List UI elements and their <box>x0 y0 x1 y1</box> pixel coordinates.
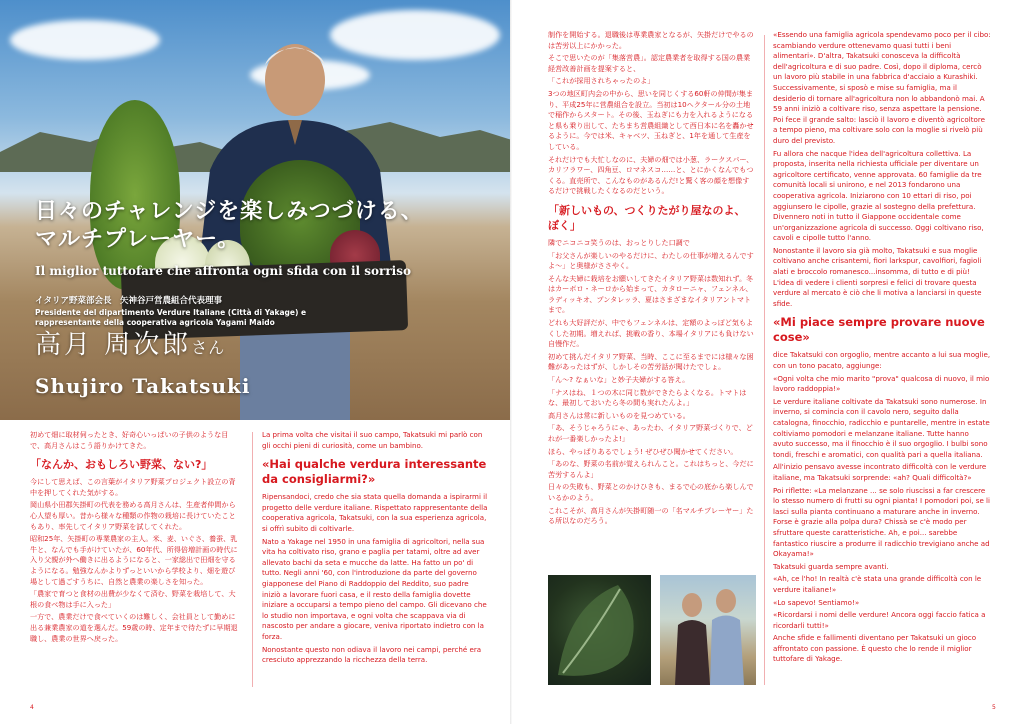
paragraph: これこそが、高月さんが矢掛町随一の「名マルチプレーヤー」たる所以なのだろう。 <box>548 505 754 526</box>
section-heading: «Hai qualche verdura interessante da consigliarmi?» <box>262 457 487 487</box>
paragraph: «Lo sapevo! Sentiamo!» <box>773 597 860 607</box>
paragraph: 「農家で育つと食材の出費が少なくて済む、野菜を栽培して、大根の食べ物は手に入った」 <box>30 589 236 609</box>
paragraph: Takatsuki guarda sempre avanti. <box>773 561 889 571</box>
paragraph: 高月さんは常に新しいものを見つめている。 <box>548 410 690 420</box>
paragraph: そんな夫婦に栽培をお願いしてきたイタリア野菜は数知れず。冬はカーボロ・ネーロから始まって、カタローニャ、フェンネル、ラディッキオ、プンタレッラ、夏はさまざまなイタリアントマトまで。 <box>548 273 754 315</box>
paragraph: Le verdure italiane coltivate da Takatsuki sono numerose. In inverno, si comincia con il cavolo nero, seguito dalla catalogna, finocchio, radicchio e puntarelle, mentre in estate coltiviamo pomodori e melanzane italiane. Tutte hanno avuto successo, ma il finocchio è il suo orgoglio. I bulbi sono tondi, freschi e aromatici, con qualità pari a quella italiana. <box>773 396 990 459</box>
paragraph: Nonostante questo non odiava il lavoro nei campi, perché era cresciuto apprezzando la ricchezza della terra. <box>262 644 482 665</box>
paragraph: Fu allora che nacque l'idea dell'agricoltura collettiva. La proposta, inserita nella richiesta ufficiale per diventare un agricoltore certificato, venne approvata. 60 famiglie da tre comunità locali si unirono, e nel 2013 fondarono una cooperativa agricola. Iniziarono con 10 ettari di riso, poi aggiunsero le cipolle, grazie al sostegno della prefettura. Divennero noti in tutto il Giappone occidentale come un'organizzazione agricola di successo. Oggi coltivano riso, cavoli e cipolle tutto l'anno. <box>773 148 984 243</box>
paragraph: 「お父さんが楽しいのやるだけに、わたしの仕事が増えるんですよ〜」と奥様がささやく。 <box>548 250 754 271</box>
paragraph: 制作を開始する。退職後は専業農家となるが、矢掛だけでやるのは苦労以上にかかった。 <box>548 30 754 50</box>
paragraph: 「ん〜? なぁいな」と妙子夫婦がする答え。 <box>548 375 690 385</box>
paragraph: «Essendo una famiglia agricola spendevamo poco per il cibo: scambiando verdure ottenevamo quasi tutti i beni alimentari». D'altra, Takatsuki conosceva la difficoltà dell'agricoltura e di suo padre. Così, dopo il diploma, cercò un lavoro più stabile in una fabbrica d'acciaio a Kurashiki. Successivamente, si sposò e mise su famiglia, ma il desiderio di tornare all'agricoltura non lo abbandonò mai. A 59 anni iniziò a coltivare riso, senza aspettare la pensione. Poi fece il grande salto: lasciò il lavoro e diventò agricoltore a tempo pieno, ma coltivare solo con la moglie si rivelò più duro del previsto. <box>773 30 991 145</box>
paragraph: dice Takatsuki con orgoglio, mentre accanto a lui sua moglie, con un tono pacato, aggiunge: <box>773 350 991 371</box>
paragraph: Poi riflette: «La melanzane ... se solo riuscissi a far crescere lo stesso numero di frutti su ogni pianta! I pomodori poi, se li lasci sulla pianta continuano a maturare anche in inverno. Forse è grazie alla polpa dura? Chissà se c'è modo per sfruttare queste caratteristiche. Ah, e poi... sarebbe fantastico riuscire a produrre il radicchio trevigiano anche ad Okayama!» <box>773 485 991 559</box>
paragraph: 「あ、そうじゃろうにゃ、あったわ、イタリア野菜づくりで、どれが一番楽しかったよ!」 <box>548 423 753 443</box>
paragraph: ほら、やっぱりあるでしょう! ぜひぜひ聞かせてください。 <box>548 446 738 456</box>
column-divider <box>764 35 765 685</box>
paragraph: 岡山県小田郡矢掛町の代表を務める高月さんは、生産者仲間から心人望も厚い。昔から様々な種類の作物の栽培に長けていたこともあり、率先してイタリア野菜を試してくれた。 <box>30 500 236 531</box>
name-jp: 高月 周次郎さん <box>35 330 226 360</box>
article-column-it-right <box>773 30 991 700</box>
paragraph: 「ナスはね、１つの木に同じ数ができたらよくなる。トマトはな、最初しておいたら冬の間も実れたんよ。」 <box>548 387 747 408</box>
article-column-jp-right <box>548 30 756 570</box>
paragraph: 「あのな、野菜の名前が覚えられんこと。これはちっと、今だに苦労するんよ」 <box>548 459 754 479</box>
paragraph: 一方で、農業だけで食べていくのは難しく、会社員として勤めに出る兼業農家の道を選んだ。59歳の時、定年まで待たずに早期退職し、農業の世界へ戻った。 <box>30 612 238 643</box>
paragraph: «Ogni volta che mio marito "prova" qualcosa di nuovo, il mio lavoro raddoppia!» <box>773 373 990 394</box>
paragraph: どれも大好評だが、中でもフェンネルは、定額のよっぽど気もよくした初期。増えれば、挑戦の香り、本場イタリアにも負けない自慢作だ。 <box>548 318 754 349</box>
paragraph: そこで思いたのが「集落営農」。認定農業者を取得する国の農業経営改善計画を提案すると、 <box>548 53 751 73</box>
paragraph: All'inizio pensavo avesse incontrato difficoltà con le verdure italiane, ma Takatsuki sorprende: «ah? Quali difficoltà?» <box>773 462 987 482</box>
photo-cavolo-nero <box>548 575 651 685</box>
column-divider <box>252 432 253 687</box>
article-column-it-left <box>262 430 488 668</box>
photo-couple <box>660 575 756 685</box>
page-number-left: 4 <box>30 704 34 711</box>
paragraph: Nato a Yakage nel 1950 in una famiglia di agricoltori, nella sua vita ha coltivato riso, grano e paglia per tatami, oltre ad aver allevato bachi da seta e mucche da latte. Ha fatto un po' di tutto. Negli anni '60, con l'introduzione da parte del governo giapponese del Piano di Raddoppio del Reddito, suo padre iniziò a lavorare fuori casa, e il resto della famiglia dovette iniziare a occuparsi a tempo pieno del campo. Gli dicevano che lo studio non importava, e ogni volta che scappava via di nascosto per andare a giocare, veniva riportato indietro con la forza. <box>262 536 487 641</box>
paragraph: Nonostante il lavoro sia già molto, Takatsuki e sua moglie coltivano anche crisantemi, fiori larkspur, cavolfiori, fagioli alati e broccolo romanesco...insomma, di tutto e di più! L'idea di vedere i clienti sorpresi e felici di trovare questa verdure al mercato è ciò che li motiva a lanciarsi in queste sfide. <box>773 245 982 308</box>
section-heading: «Mi piace sempre provare nuove cose» <box>773 315 985 345</box>
section-heading: 「なんか、おもしろい野菜、ない?」 <box>30 458 213 472</box>
headline-it: Il miglior tuttofare che affronta ogni sfida con il sorriso <box>35 264 411 278</box>
paragraph: 「これが採用されちゃったのよ」 <box>548 76 655 86</box>
paragraph: 初めて挑んだイタリア野菜、当時、ここに至るまでには様々な困難があったはずが、しかしその苦労話が聞けたでしょ。 <box>548 351 754 372</box>
paragraph: 隣でニコニコ笑うのは、おっとりした口調で <box>548 237 690 247</box>
headline-jp: 日々のチャレンジを楽しみつづける、 マルチプレーヤー。 <box>35 199 424 252</box>
paragraph: Ripensandoci, credo che sia stata quella domanda a ispirarmi il progetto delle verdure italiane. Rispettato rappresentante della cooperativa agricola, Takatsuki, con la sua esperienza agricola, si offrì subito di coltivarle. <box>262 492 488 533</box>
role-it: Presidente del dipartimento Verdure Italiane (Città di Yakage) e rappresentante della cooperativa agricola Yagami Maido <box>35 308 307 327</box>
kale-leaf <box>548 575 651 685</box>
cloud <box>10 20 160 60</box>
paragraph: 日々の失敗も、野菜とのかけひきも、まるで心の底から楽しんでいるかのよう。 <box>548 482 754 502</box>
role-jp: イタリア野菜部会長 矢神谷戸営農組合代表理事 <box>35 296 223 306</box>
paragraph: それだけでも大忙しなのに、夫婦の畑では小葱、ラークスパー、カリフラワー、四角豆、ロマネスコ……と、とにかくなんでもつくる。直売所で、こんなものがあるんだ!と驚く客の顔を想像するだけで挑戦したくなるのだという。 <box>548 154 754 196</box>
article-column-jp-left <box>30 430 242 646</box>
paragraph: La prima volta che visitai il suo campo, Takatsuki mi parlò con gli occhi pieni di curiosità, come un bambino. <box>262 430 483 450</box>
paragraph: 昭和25年、矢掛町の専業農家の主人。米、麦、いぐさ、養蚕、乳牛と、なんでも手がけていたが、60年代、所得倍増計画の時代に入り父親が外へ働きに出るようになると、一家総出で田畑を守るようになる。勉強なんかよりずっといいから学校より、畑を遊び場として過ごすうちに、自然と農業の楽しさを知った。 <box>30 534 238 586</box>
couple-figures <box>660 575 756 685</box>
hero-photo <box>0 0 512 420</box>
paragraph: 今にして思えば、この言葉がイタリア野菜プロジェクト設立の背中を押してくれた気がする。 <box>30 477 236 497</box>
name-en: Shujiro Takatsuki <box>35 374 251 398</box>
page-number-right: 5 <box>992 704 996 711</box>
section-heading: 「新しいもの、つくりたがり屋なのよ、ぼく」 <box>548 203 746 232</box>
paragraph: 3つの地区町内会の中から、思いを同じくする60軒の仲間が集まり、平成25年に営農組合を設立。当初は10ヘクタール分の土地で稲作からスタート。その後、玉ねぎにも力を入れるようになると県も乗り出して、たちまち営農組織として西日本に名を轟かせるように。今では米、キャベツ、玉ねぎと、1年を通して生産をしている。 <box>548 88 754 151</box>
paragraph: Anche sfide e fallimenti diventano per Takatsuki un gioco affrontato con passione. È questo che lo rende il miglior tuttofare di Yakage. <box>773 633 977 664</box>
paragraph: 初めて畑に取材伺ったとき、好奇心いっぱいの子供のような目で、高月さんはこう語りかけてきた。 <box>30 430 229 450</box>
paragraph: «Ricordarsi i nomi delle verdure! Ancora oggi faccio fatica a ricordarli tutti!» <box>773 610 986 630</box>
paragraph: «Ah, ce l'ho! In realtà c'è stata una grande difficoltà con le verdure italiane!» <box>773 574 982 594</box>
